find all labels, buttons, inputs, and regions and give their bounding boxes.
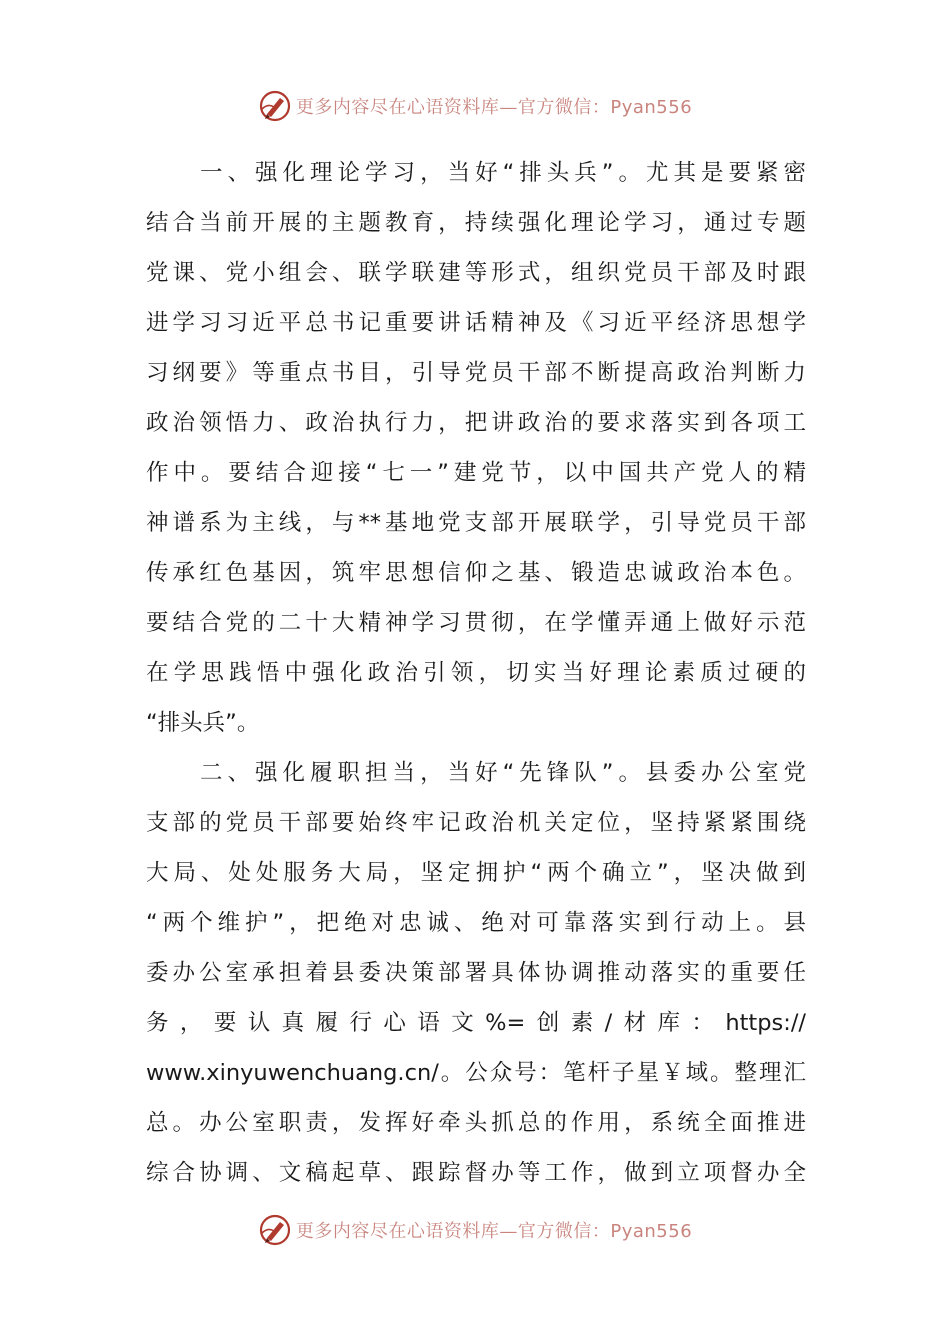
footer-banner xyxy=(0,1210,950,1250)
text-line: 政治领悟力、政治执行力，把讲政治的要求落实到各项工 xyxy=(146,410,806,436)
text-line: 总。办公室职责，发挥好牵头抓总的作用，系统全面推进 xyxy=(146,1110,806,1136)
text-line: 委办公室承担着县委决策部署具体协调推动落实的重要任 xyxy=(146,960,806,986)
text-line: 结合当前开展的主题教育，持续强化理论学习，通过专题 xyxy=(146,210,806,236)
header-banner xyxy=(0,86,950,126)
text-line: 支部的党员干部要始终牢记政治机关定位，坚持紧紧围绕 xyxy=(146,810,806,836)
text-line: 要结合党的二十大精神学习贯彻，在学懂弄通上做好示范 xyxy=(146,610,806,636)
text-line: “排头兵”。 xyxy=(146,710,260,736)
banner-text xyxy=(296,93,692,119)
text-line: 进学习习近平总书记重要讲话精神及《习近平经济思想学 xyxy=(146,310,806,336)
pen-logo-icon xyxy=(258,89,292,123)
text-line: 一、强化理论学习，当好“排头兵”。尤其是要紧密 xyxy=(200,160,806,186)
text-line: 神谱系为主线，与**基地党支部开展联学，引导党员干部 xyxy=(146,510,806,536)
text-line: 二、强化履职担当，当好“先锋队”。县委办公室党 xyxy=(200,760,806,786)
text-line: 在学思践悟中强化政治引领，切实当好理论素质过硬的 xyxy=(146,660,806,686)
text-line: “两个维护”，把绝对忠诚、绝对可靠落实到行动上。县 xyxy=(146,910,806,936)
banner-slogan: 更多内容尽在心语资料库—官方微信： xyxy=(295,97,611,118)
document-body xyxy=(146,148,806,1198)
text-line: 务，要认真履行心语文%=创素/材库：https:// xyxy=(146,1010,806,1036)
banner-wechat-handle: Pyan556 xyxy=(610,97,693,118)
text-line: 大局、处处服务大局，坚定拥护“两个确立”，坚决做到 xyxy=(146,860,806,886)
pen-logo-icon xyxy=(258,1213,292,1247)
banner-text xyxy=(296,1217,692,1243)
text-line: www.xinyuwenchuang.cn/。公众号：笔杆子星￥域。整理汇 xyxy=(146,1060,806,1086)
banner-slogan: 更多内容尽在心语资料库—官方微信： xyxy=(295,1221,611,1242)
text-line: 综合协调、文稿起草、跟踪督办等工作，做到立项督办全 xyxy=(146,1160,806,1186)
banner-wechat-handle: Pyan556 xyxy=(610,1221,693,1242)
text-line: 习纲要》等重点书目，引导党员干部不断提高政治判断力 xyxy=(146,360,806,386)
text-line: 党课、党小组会、联学联建等形式，组织党员干部及时跟 xyxy=(146,260,806,286)
text-line: 传承红色基因，筑牢思想信仰之基、锻造忠诚政治本色。 xyxy=(146,560,806,586)
text-line: 作中。要结合迎接“七一”建党节，以中国共产党人的精 xyxy=(146,460,806,486)
